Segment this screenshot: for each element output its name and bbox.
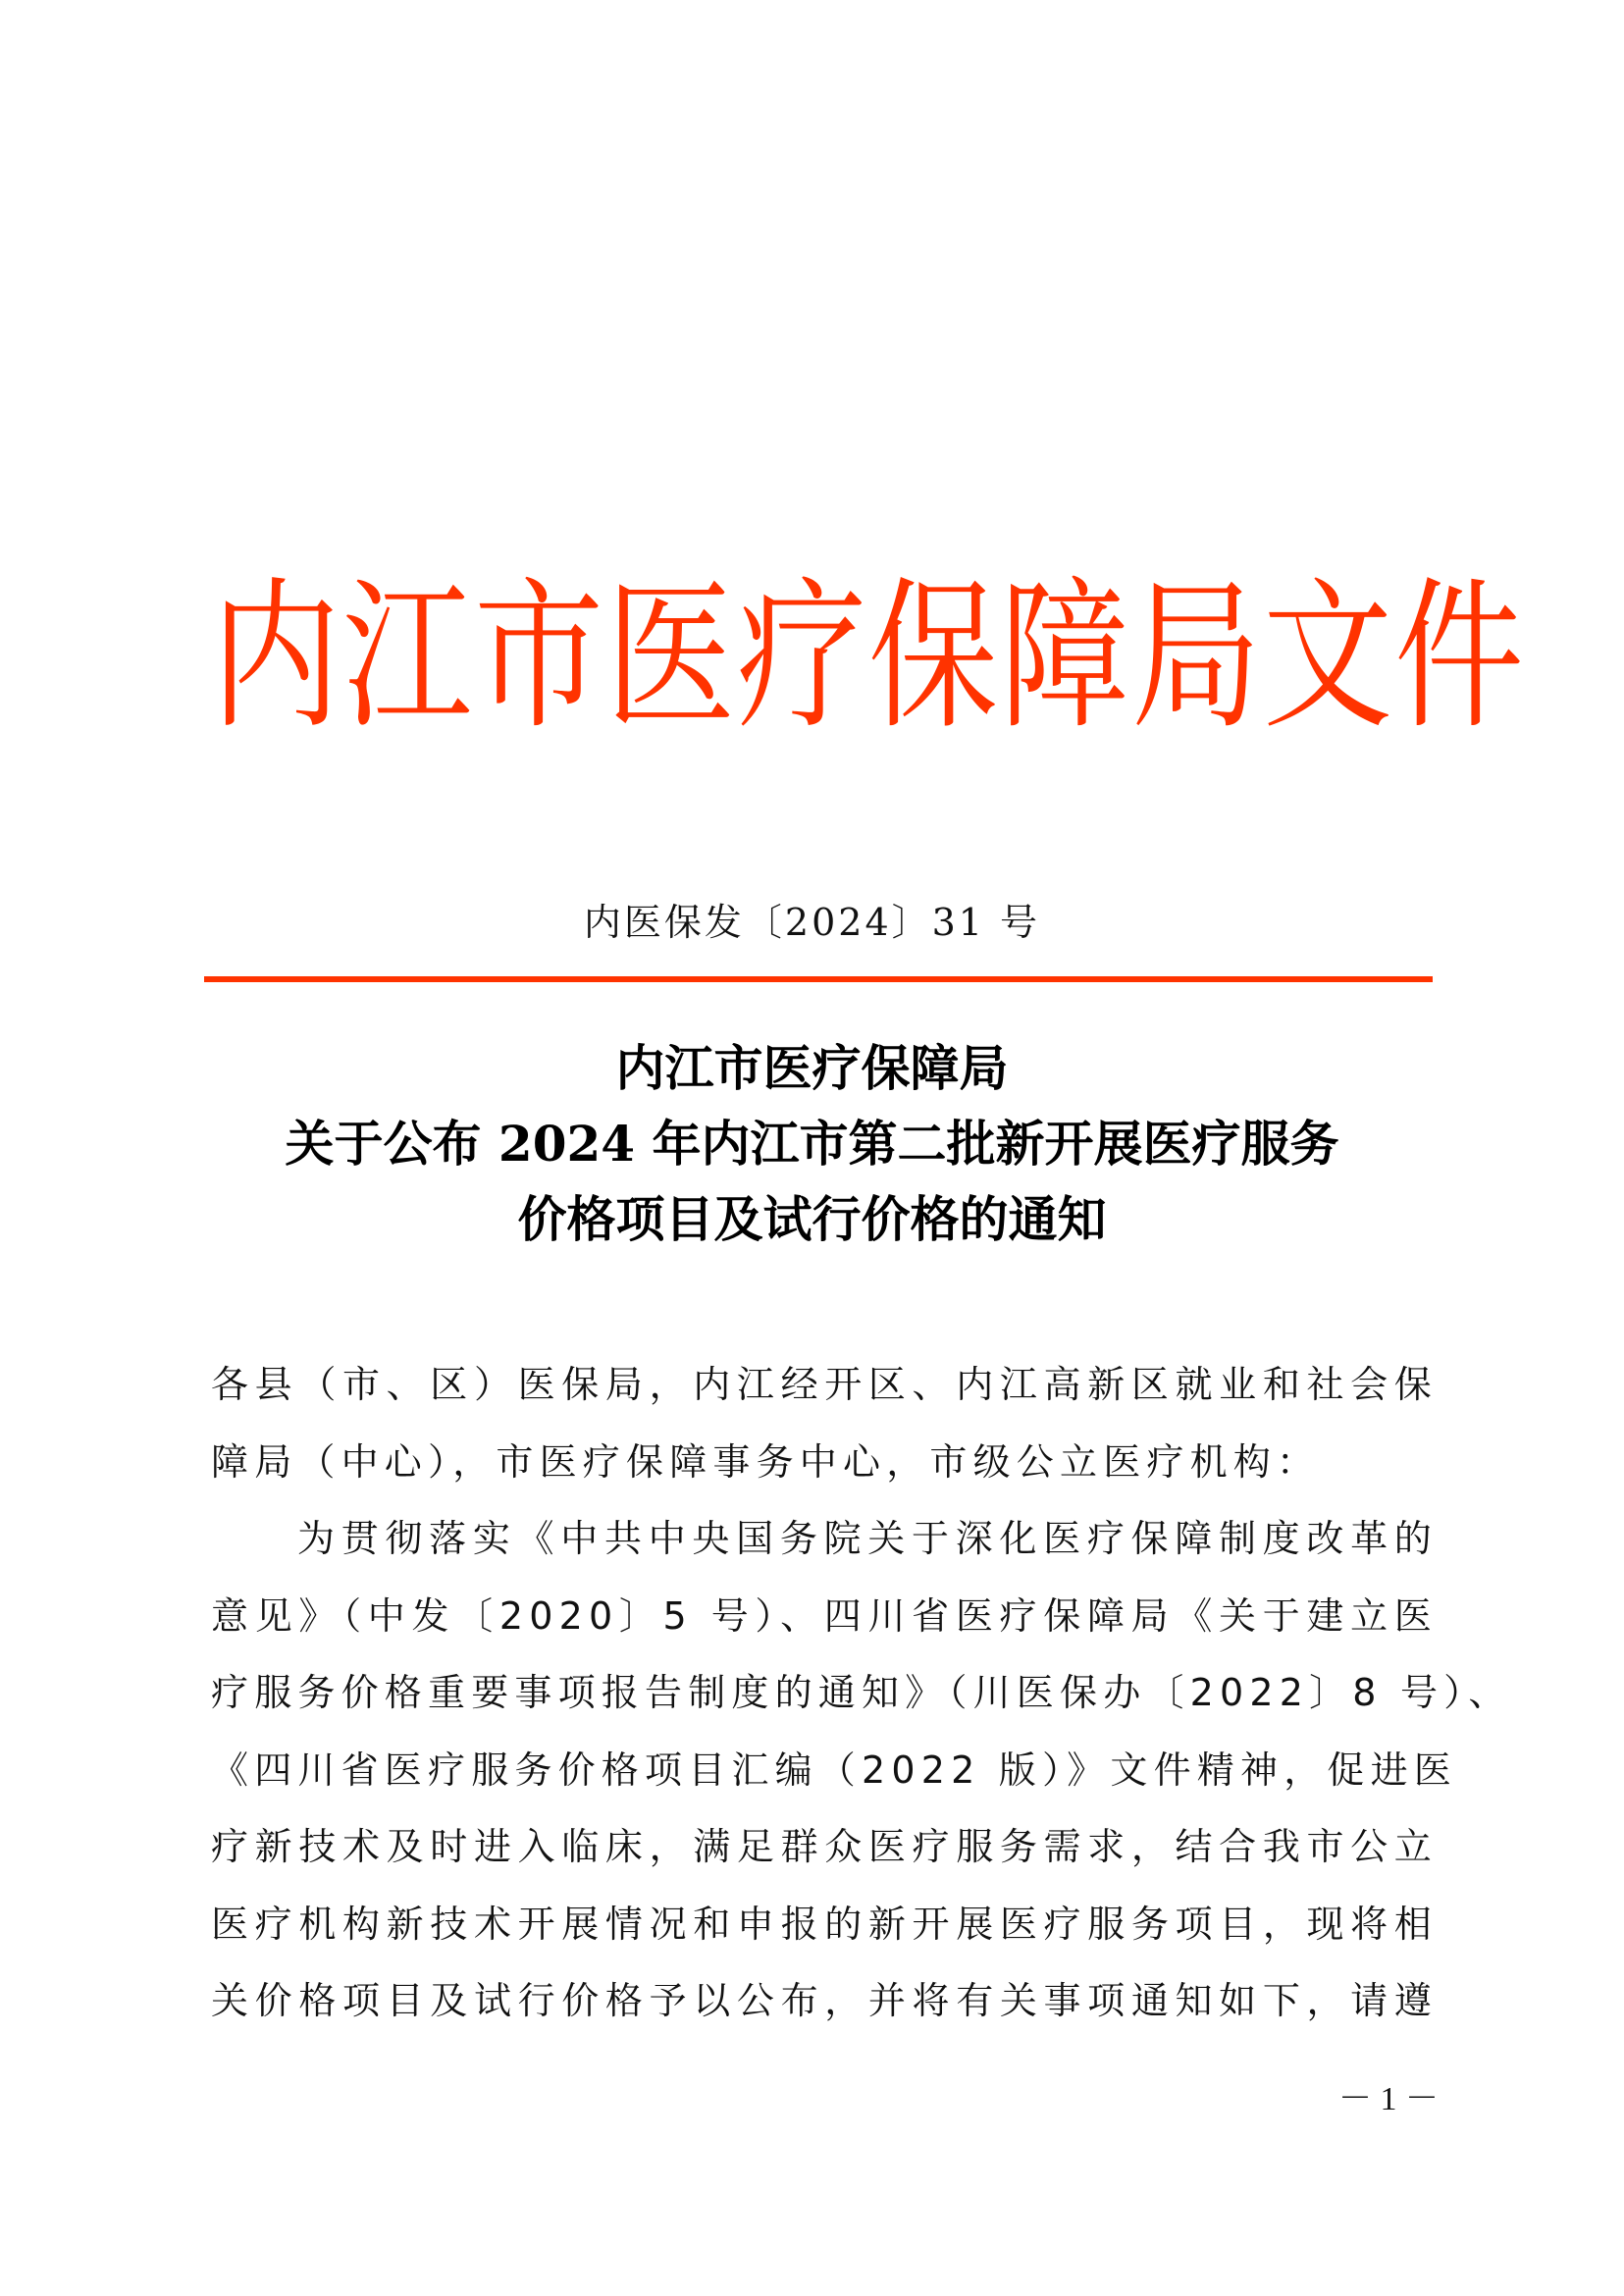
title-line-1: 内江市医疗保障局: [615, 1039, 1009, 1097]
document-title: [0, 1030, 1624, 1257]
body-paragraph-line: 意见》（中发〔2020〕5 号）、四川省医疗保障局《关于建立医: [211, 1593, 1438, 1638]
page-number: － 1 －: [1338, 2081, 1439, 2117]
body-paragraph-line: 为贯彻落实《中共中央国务院关于深化医疗保障制度改革的: [297, 1517, 1438, 1560]
body-paragraph-line: 关价格项目及试行价格予以公布，并将有关事项通知如下，请遵: [211, 1979, 1438, 2022]
body-paragraph-line: 医疗机构新技术开展情况和申报的新开展医疗服务项目，现将相: [211, 1902, 1438, 1946]
addressee-line-1: 各县（市、区）医保局，内江经开区、内江高新区就业和社会保: [211, 1363, 1438, 1406]
document-body: [211, 1346, 1512, 2040]
body-paragraph-line: 疗新技术及时进入临床，满足群众医疗服务需求，结合我市公立: [211, 1825, 1438, 1868]
document-number: 内医保发〔2024〕31 号: [583, 901, 1041, 944]
body-paragraph-line: 《四川省医疗服务价格项目汇编（2022 版）》文件精神，促进医: [211, 1748, 1457, 1792]
red-divider-line: [204, 976, 1433, 982]
title-line-2: 关于公布 2024 年内江市第二批新开展医疗服务: [285, 1115, 1339, 1173]
addressee-line-2: 障局（中心），市医疗保障事务中心，市级公立医疗机构：: [211, 1439, 1321, 1484]
issuer-header: 内江市医疗保障局文件: [211, 562, 1526, 753]
title-line-3: 价格项目及试行价格的通知: [517, 1190, 1107, 1248]
body-paragraph-line: 疗服务价格重要事项报告制度的通知》（川医保办〔2022〕8 号）、: [211, 1671, 1512, 1714]
